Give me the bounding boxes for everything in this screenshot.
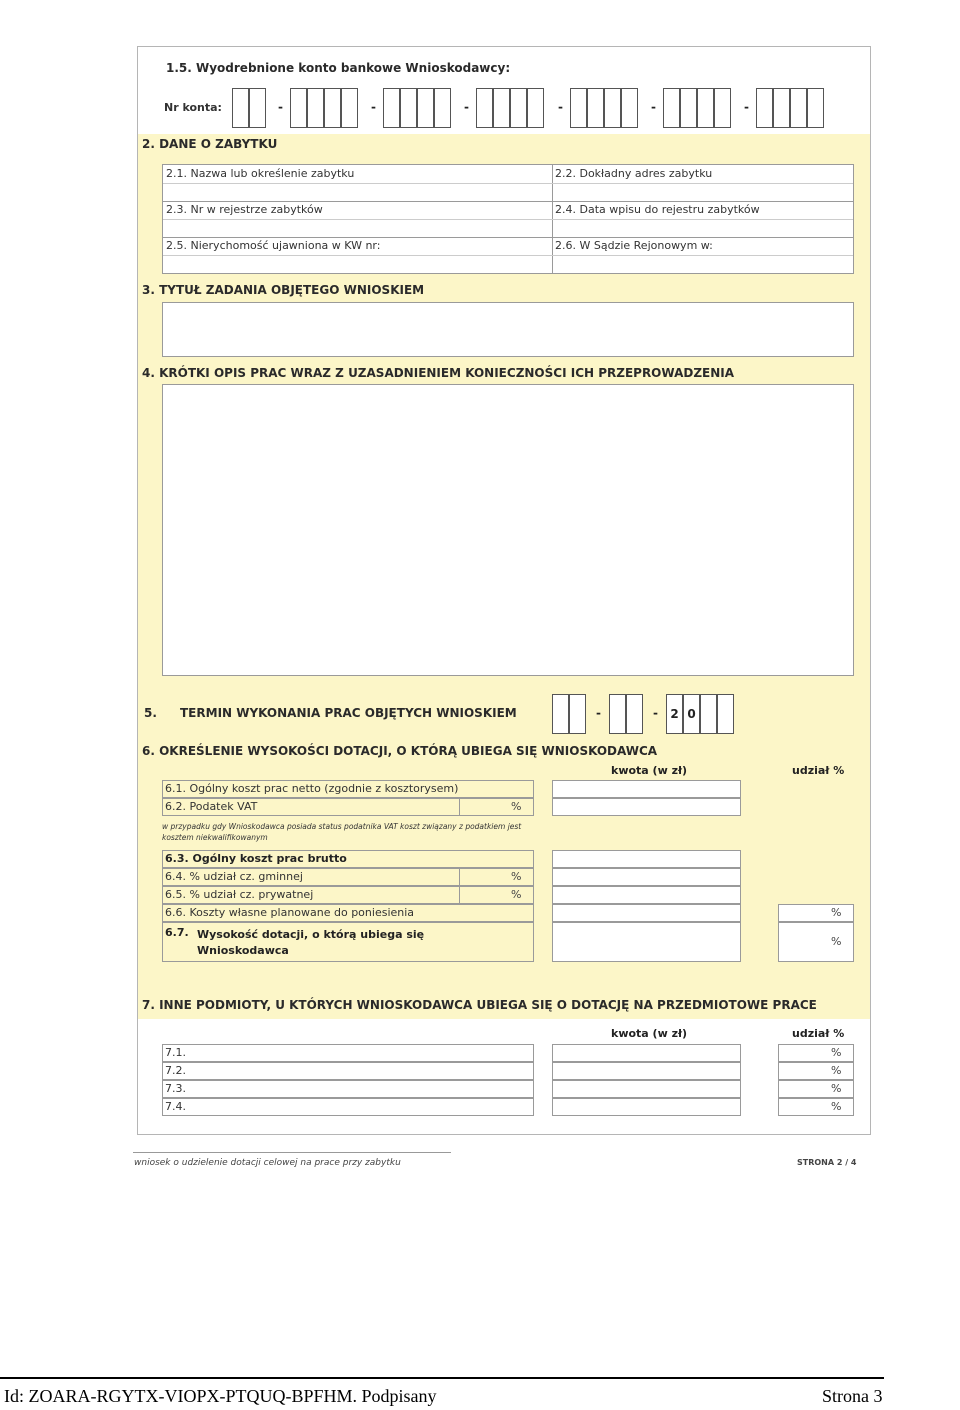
row-6-7: 6.7. Wysokość dotacji, o którą ubiega się Wnioskodawca bbox=[162, 922, 534, 962]
footer-rule bbox=[133, 1152, 451, 1153]
row-6-7-amount[interactable] bbox=[552, 922, 741, 962]
section-2-title: 2. DANE O ZABYTKU bbox=[142, 137, 278, 151]
field-2-4-label: 2.4. Data wpisu do rejestru zabytków bbox=[555, 203, 760, 216]
row-6-6-amount[interactable] bbox=[552, 904, 741, 922]
row-6-2: 6.2. Podatek VAT % bbox=[162, 798, 534, 816]
row-6-2-amount[interactable] bbox=[552, 798, 741, 816]
col-kwota-7: kwota (w zł) bbox=[611, 1027, 688, 1040]
footer-page-number: STRONA 2 / 4 bbox=[797, 1158, 857, 1167]
footer-caption: wniosek o udzielenie dotacji celowej na prace przy zabytku bbox=[134, 1158, 401, 1168]
row-6-4: 6.4. % udział cz. gminnej % bbox=[162, 868, 534, 886]
col-kwota-6: kwota (w zł) bbox=[611, 764, 688, 777]
row-6-4-amount[interactable] bbox=[552, 868, 741, 886]
row-6-5-amount[interactable] bbox=[552, 886, 741, 904]
row-7-1[interactable]: 7.1. bbox=[162, 1044, 534, 1062]
row-7-4-amount[interactable] bbox=[552, 1098, 741, 1116]
account-number-label: Nr konta: bbox=[164, 101, 222, 114]
row-6-1-amount[interactable] bbox=[552, 780, 741, 798]
col-udzial-7: udział % bbox=[792, 1027, 845, 1040]
row-7-3-amount[interactable] bbox=[552, 1080, 741, 1098]
monument-data-table bbox=[162, 164, 854, 274]
row-7-2-percent[interactable]: % bbox=[778, 1062, 854, 1080]
row-6-7-percent[interactable]: % bbox=[778, 922, 854, 962]
row-6-6-percent[interactable]: % bbox=[778, 904, 854, 922]
row-6-3: 6.3. Ogólny koszt prac brutto bbox=[162, 850, 534, 868]
form-page bbox=[137, 46, 871, 1135]
row-7-3[interactable]: 7.3. bbox=[162, 1080, 534, 1098]
section-6-title: 6. OKREŚLENIE WYSOKOŚCI DOTACJI, O KTÓRĄ UBIEGA SIĘ WNIOSKODAWCA bbox=[142, 744, 658, 758]
section-5-title: TERMIN WYKONANIA PRAC OBJĘTYCH WNIOSKIEM bbox=[180, 706, 517, 720]
page-indicator: Strona 3 bbox=[822, 1386, 883, 1406]
field-2-6-label: 2.6. W Sądzie Rejonowym w: bbox=[555, 239, 713, 252]
work-description-field[interactable] bbox=[162, 384, 854, 676]
section-1-5-title: 1.5. Wyodrebnione konto bankowe Wnioskodawcy: bbox=[166, 61, 511, 75]
row-7-2-amount[interactable] bbox=[552, 1062, 741, 1080]
field-2-1-label: 2.1. Nazwa lub określenie zabytku bbox=[166, 167, 355, 180]
row-7-2[interactable]: 7.2. bbox=[162, 1062, 534, 1080]
row-7-1-percent[interactable]: % bbox=[778, 1044, 854, 1062]
row-6-5: 6.5. % udział cz. prywatnej % bbox=[162, 886, 534, 904]
section-4-title: 4. KRÓTKI OPIS PRAC WRAZ Z UZASADNIENIEM KONIECZNOŚCI ICH PRZEPROWADZENIA bbox=[142, 366, 735, 380]
field-2-2-label: 2.2. Dokładny adres zabytku bbox=[555, 167, 713, 180]
field-2-3-label: 2.3. Nr w rejestrze zabytków bbox=[166, 203, 323, 216]
completion-date-field[interactable]: - - 2 0 bbox=[552, 694, 742, 734]
bottom-rule bbox=[0, 1377, 884, 1379]
document-id: Id: ZOARA-RGYTX-VIOPX-PTQUQ-BPFHM. Podpisany bbox=[4, 1386, 437, 1406]
row-6-6: 6.6. Koszty własne planowane do poniesienia bbox=[162, 904, 534, 922]
row-6-1: 6.1. Ogólny koszt prac netto (zgodnie z kosztorysem) bbox=[162, 780, 534, 798]
vat-note: w przypadku gdy Wnioskodawca posiada status podatnika VAT koszt związany z podatkiem jest kosztem niekwalifikowanym bbox=[162, 822, 522, 842]
section-5-number: 5. bbox=[144, 706, 157, 720]
col-udzial-6: udział % bbox=[792, 764, 845, 777]
account-number-field[interactable]: - - - - - - bbox=[232, 88, 842, 128]
row-7-3-percent[interactable]: % bbox=[778, 1080, 854, 1098]
row-7-1-amount[interactable] bbox=[552, 1044, 741, 1062]
row-7-4-percent[interactable]: % bbox=[778, 1098, 854, 1116]
section-7-title: 7. INNE PODMIOTY, U KTÓRYCH WNIOSKODAWCA UBIEGA SIĘ O DOTACJĘ NA PRZEDMIOTOWE PRACE bbox=[142, 998, 817, 1012]
row-6-3-amount[interactable] bbox=[552, 850, 741, 868]
field-2-5-label: 2.5. Nierychomość ujawniona w KW nr: bbox=[166, 239, 381, 252]
row-7-4[interactable]: 7.4. bbox=[162, 1098, 534, 1116]
task-title-field[interactable] bbox=[162, 302, 854, 357]
section-3-title: 3. TYTUŁ ZADANIA OBJĘTEGO WNIOSKIEM bbox=[142, 283, 425, 297]
